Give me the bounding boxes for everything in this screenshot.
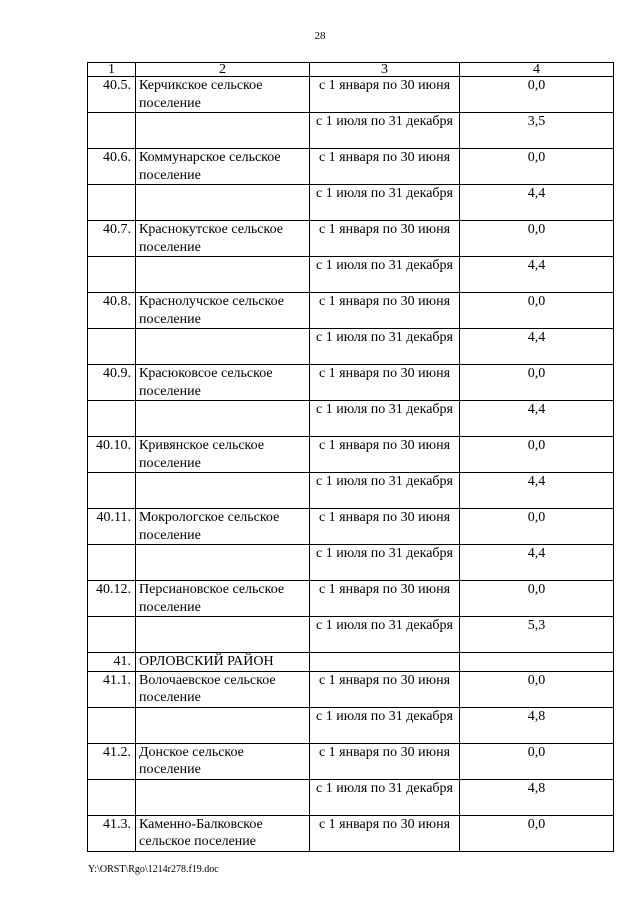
value-cell (460, 653, 614, 672)
header-col-1: 1 (88, 63, 136, 77)
settlement-name-cell: Мокрологское сельское поселение (136, 509, 310, 545)
table-row (88, 707, 614, 743)
table-row (88, 221, 614, 257)
row-number-cell: 40.8. (88, 293, 136, 329)
table-header-row (88, 63, 614, 77)
footer-file-path: Y:\ORST\Rgo\1214r278.f19.doc (88, 864, 219, 875)
row-number-cell (88, 779, 136, 815)
row-number-cell (88, 473, 136, 509)
settlement-name-cell: Красюковсое сельское поселение (136, 365, 310, 401)
table-row (88, 329, 614, 365)
period-cell: с 1 июля по 31 декабря (310, 545, 460, 581)
value-cell: 3,5 (460, 113, 614, 149)
settlement-name-cell (136, 329, 310, 365)
period-cell: с 1 января по 30 июня (310, 671, 460, 707)
district-row (88, 653, 614, 672)
settlement-name-cell (136, 257, 310, 293)
settlement-name-cell: ОРЛОВСКИЙ РАЙОН (136, 653, 310, 672)
row-number-cell: 41. (88, 653, 136, 672)
header-col-4: 4 (460, 63, 614, 77)
value-cell: 4,4 (460, 401, 614, 437)
period-cell: с 1 января по 30 июня (310, 149, 460, 185)
row-number-cell (88, 545, 136, 581)
period-cell: с 1 января по 30 июня (310, 581, 460, 617)
period-cell: с 1 января по 30 июня (310, 815, 460, 851)
value-cell: 4,8 (460, 779, 614, 815)
table-row (88, 815, 614, 851)
table-row (88, 509, 614, 545)
period-cell: с 1 января по 30 июня (310, 365, 460, 401)
settlement-name-cell (136, 473, 310, 509)
row-number-cell: 40.5. (88, 77, 136, 113)
header-col-2: 2 (136, 63, 310, 77)
period-cell: с 1 января по 30 июня (310, 743, 460, 779)
row-number-cell (88, 257, 136, 293)
row-number-cell (88, 113, 136, 149)
period-cell: с 1 июля по 31 декабря (310, 185, 460, 221)
table-row (88, 149, 614, 185)
period-cell: с 1 июля по 31 декабря (310, 473, 460, 509)
value-cell: 0,0 (460, 581, 614, 617)
value-cell: 4,4 (460, 473, 614, 509)
header-col-3: 3 (310, 63, 460, 77)
row-number-cell (88, 707, 136, 743)
settlement-name-cell (136, 113, 310, 149)
row-number-cell: 40.9. (88, 365, 136, 401)
row-number-cell: 41.3. (88, 815, 136, 851)
period-cell: с 1 июля по 31 декабря (310, 779, 460, 815)
settlement-name-cell (136, 617, 310, 653)
period-cell: с 1 июля по 31 декабря (310, 401, 460, 437)
period-cell (310, 653, 460, 672)
table-row (88, 617, 614, 653)
settlement-name-cell (136, 185, 310, 221)
value-cell: 0,0 (460, 671, 614, 707)
value-cell: 4,4 (460, 257, 614, 293)
value-cell: 0,0 (460, 149, 614, 185)
value-cell: 0,0 (460, 743, 614, 779)
settlement-name-cell (136, 707, 310, 743)
settlement-name-cell: Персиановское сельское поселение (136, 581, 310, 617)
row-number-cell (88, 617, 136, 653)
value-cell: 0,0 (460, 221, 614, 257)
table-row (88, 437, 614, 473)
settlement-name-cell (136, 779, 310, 815)
row-number-cell: 40.12. (88, 581, 136, 617)
table-row (88, 185, 614, 221)
tariff-table (87, 62, 614, 852)
row-number-cell: 40.11. (88, 509, 136, 545)
value-cell: 4,4 (460, 185, 614, 221)
value-cell: 0,0 (460, 293, 614, 329)
settlement-name-cell: Краснокутское сельское поселение (136, 221, 310, 257)
settlement-name-cell: Каменно-Балковское сельское поселение (136, 815, 310, 851)
period-cell: с 1 января по 30 июня (310, 293, 460, 329)
table-row (88, 293, 614, 329)
value-cell: 0,0 (460, 815, 614, 851)
period-cell: с 1 января по 30 июня (310, 509, 460, 545)
period-cell: с 1 января по 30 июня (310, 77, 460, 113)
value-cell: 0,0 (460, 509, 614, 545)
settlement-name-cell (136, 401, 310, 437)
settlement-name-cell: Волочаевское сельское поселение (136, 671, 310, 707)
settlement-name-cell: Донское сельское поселение (136, 743, 310, 779)
period-cell: с 1 июля по 31 декабря (310, 329, 460, 365)
value-cell: 4,4 (460, 329, 614, 365)
row-number-cell: 40.6. (88, 149, 136, 185)
period-cell: с 1 июля по 31 декабря (310, 617, 460, 653)
settlement-name-cell: Краснолучское сельское поселение (136, 293, 310, 329)
row-number-cell (88, 329, 136, 365)
period-cell: с 1 июля по 31 декабря (310, 257, 460, 293)
table-row (88, 545, 614, 581)
page-number: 28 (314, 30, 326, 42)
period-cell: с 1 июля по 31 декабря (310, 707, 460, 743)
row-number-cell (88, 185, 136, 221)
table-row (88, 77, 614, 113)
period-cell: с 1 июля по 31 декабря (310, 113, 460, 149)
settlement-name-cell: Коммунарское сельское поселение (136, 149, 310, 185)
row-number-cell: 40.7. (88, 221, 136, 257)
value-cell: 4,8 (460, 707, 614, 743)
table-row (88, 113, 614, 149)
row-number-cell: 40.10. (88, 437, 136, 473)
value-cell: 0,0 (460, 365, 614, 401)
table-row (88, 473, 614, 509)
settlement-name-cell (136, 545, 310, 581)
table-row (88, 779, 614, 815)
value-cell: 0,0 (460, 437, 614, 473)
table-row (88, 671, 614, 707)
value-cell: 5,3 (460, 617, 614, 653)
table-row (88, 365, 614, 401)
value-cell: 0,0 (460, 77, 614, 113)
row-number-cell: 41.1. (88, 671, 136, 707)
table-row (88, 257, 614, 293)
table-row (88, 743, 614, 779)
period-cell: с 1 января по 30 июня (310, 221, 460, 257)
period-cell: с 1 января по 30 июня (310, 437, 460, 473)
settlement-name-cell: Керчикское сельское поселение (136, 77, 310, 113)
row-number-cell (88, 401, 136, 437)
row-number-cell: 41.2. (88, 743, 136, 779)
table-row (88, 401, 614, 437)
value-cell: 4,4 (460, 545, 614, 581)
settlement-name-cell: Кривянское сельское поселение (136, 437, 310, 473)
table-row (88, 581, 614, 617)
